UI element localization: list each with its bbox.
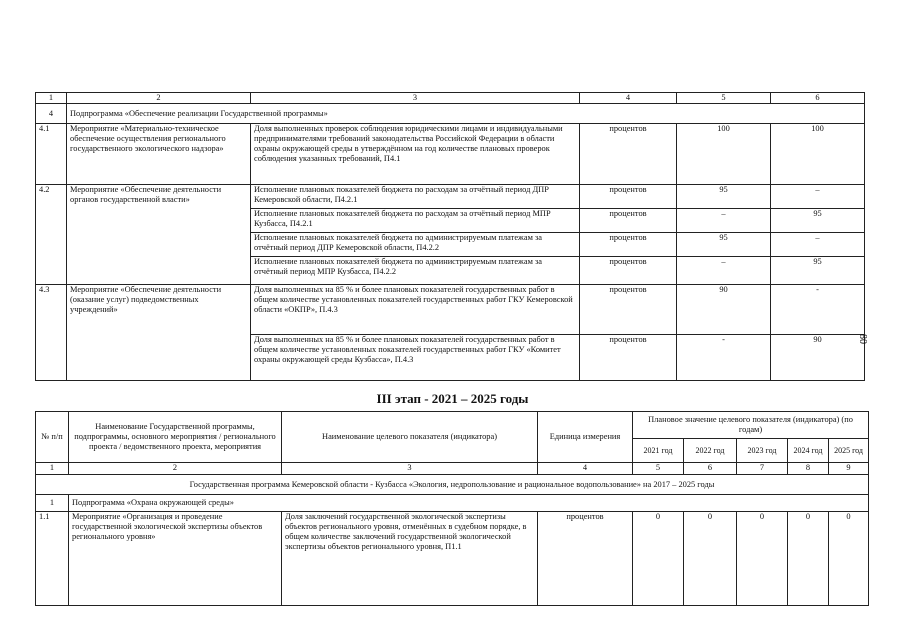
indicator-name: Исполнение плановых показателей бюджета по администрируемым платежам за отчётный период МПР Кузбасса, П4.2.2 xyxy=(251,257,580,285)
row-number: 1.1 xyxy=(36,512,69,606)
table-row xyxy=(36,124,865,185)
col-num: 6 xyxy=(771,93,865,104)
indicators-table-stage-2 xyxy=(35,92,865,381)
col-num: 8 xyxy=(788,463,829,475)
value: 90 xyxy=(771,335,865,381)
row-number: 4.3 xyxy=(36,285,67,381)
indicator-name: Доля выполненных на 85 % и более плановых показателей государственных работ в общем количестве установленных показателей государственных работ ГКУ «Комитет охраны окружающей среды Кузбасса», П.4.3 xyxy=(251,335,580,381)
header-planned-value: Плановое значение целевого показателя (индикатора) (по годам) xyxy=(633,412,869,439)
table-row xyxy=(36,512,869,606)
col-num: 3 xyxy=(251,93,580,104)
unit: процентов xyxy=(538,512,633,606)
value: 95 xyxy=(677,185,771,209)
unit: процентов xyxy=(580,285,677,335)
value: - xyxy=(771,285,865,335)
subprogram-row xyxy=(36,104,865,124)
value: – xyxy=(677,257,771,285)
header-name: Наименование Государственной программы, подпрограммы, основного мероприятия / регионального проекта / ведомственного проекта, мероприятия xyxy=(69,412,282,463)
measure-name: Мероприятие «Материально-техническое обеспечение осуществления регионального государственного экологического надзора» xyxy=(67,124,251,185)
col-num: 5 xyxy=(633,463,684,475)
col-num: 1 xyxy=(36,93,67,104)
value: 95 xyxy=(677,233,771,257)
value: - xyxy=(677,335,771,381)
unit: процентов xyxy=(580,233,677,257)
header-year: 2021 год xyxy=(633,439,684,463)
program-row xyxy=(36,475,869,495)
measure-name: Мероприятие «Обеспечение деятельности органов государственной власти» xyxy=(67,185,251,285)
table-row xyxy=(36,185,865,209)
value-2022: 0 xyxy=(684,512,737,606)
col-num: 5 xyxy=(677,93,771,104)
value: 100 xyxy=(677,124,771,185)
col-num: 2 xyxy=(67,93,251,104)
indicator-name: Исполнение плановых показателей бюджета по расходам за отчётный период ДПР Кемеровской области, П4.2.1 xyxy=(251,185,580,209)
value-2024: 0 xyxy=(788,512,829,606)
value-2021: 0 xyxy=(633,512,684,606)
measure-name: Мероприятие «Организация и проведение государственной экологической экспертизы объектов регионального уровня» xyxy=(69,512,282,606)
value: 95 xyxy=(771,209,865,233)
col-num: 7 xyxy=(737,463,788,475)
subprogram-number: 1 xyxy=(36,495,69,512)
header-row xyxy=(36,412,869,439)
indicator-name: Доля заключений государственной экологической экспертизы объектов регионального уровня, отменённых в судебном порядке, в общем количестве заключений государственной экологической экспертизы объектов регионального уровня, П1.1 xyxy=(282,512,538,606)
value: – xyxy=(677,209,771,233)
subprogram-number: 4 xyxy=(36,104,67,124)
header-unit: Единица измерения xyxy=(538,412,633,463)
value-2025: 0 xyxy=(829,512,869,606)
unit: процентов xyxy=(580,185,677,209)
row-number: 4.2 xyxy=(36,185,67,285)
column-number-row xyxy=(36,93,865,104)
col-num: 3 xyxy=(282,463,538,475)
header-year: 2023 год xyxy=(737,439,788,463)
value: – xyxy=(771,185,865,209)
program-title: Государственная программа Кемеровской области - Кузбасса «Экология, недропользование и рациональное водопользование» на 2017 – 2025 годы xyxy=(36,475,869,495)
value: 95 xyxy=(771,257,865,285)
column-number-row xyxy=(36,463,869,475)
value: – xyxy=(771,233,865,257)
value: 90 xyxy=(677,285,771,335)
header-number: № п/п xyxy=(36,412,69,463)
header-indicator: Наименование целевого показателя (индикатора) xyxy=(282,412,538,463)
indicator-name: Исполнение плановых показателей бюджета по расходам за отчётный период МПР Кузбасса, П4.2.1 xyxy=(251,209,580,233)
col-num: 6 xyxy=(684,463,737,475)
col-num: 2 xyxy=(69,463,282,475)
subprogram-title: Подпрограмма «Обеспечение реализации Государственной программы» xyxy=(67,104,865,124)
col-num: 4 xyxy=(538,463,633,475)
stage-title: III этап - 2021 – 2025 годы xyxy=(376,391,529,406)
indicators-table-stage-3 xyxy=(35,411,869,606)
indicator-name: Доля выполненных на 85 % и более плановых показателей государственных работ в общем количестве установленных показателей государственных работ ГКУ Кемеровской области «ОКПР», П.4.3 xyxy=(251,285,580,335)
header-year: 2025 год xyxy=(829,439,869,463)
indicator-name: Исполнение плановых показателей бюджета по администрируемым платежам за отчётный период ДПР Кемеровской области, П4.2.2 xyxy=(251,233,580,257)
header-year: 2022 год xyxy=(684,439,737,463)
unit: процентов xyxy=(580,209,677,233)
indicator-name: Доля выполненных проверок соблюдения юридическими лицами и индивидуальными предпринимателями требований законодательства Российской Федерации в области охраны окружающей среды в утверждённом на год количестве плановых проверок соблюдения указанных требований, П4.1 xyxy=(251,124,580,185)
col-num: 4 xyxy=(580,93,677,104)
measure-name: Мероприятие «Обеспечение деятельности (оказание услуг) подведомственных учреждений» xyxy=(67,285,251,381)
row-number: 4.1 xyxy=(36,124,67,185)
value: 100 xyxy=(771,124,865,185)
unit: процентов xyxy=(580,124,677,185)
value-2023: 0 xyxy=(737,512,788,606)
col-num: 1 xyxy=(36,463,69,475)
page-number: 80 xyxy=(857,334,868,344)
subprogram-title: Подпрограмма «Охрана окружающей среды» xyxy=(69,495,869,512)
header-year: 2024 год xyxy=(788,439,829,463)
unit: процентов xyxy=(580,257,677,285)
subprogram-row xyxy=(36,495,869,512)
unit: процентов xyxy=(580,335,677,381)
col-num: 9 xyxy=(829,463,869,475)
table-row xyxy=(36,285,865,335)
